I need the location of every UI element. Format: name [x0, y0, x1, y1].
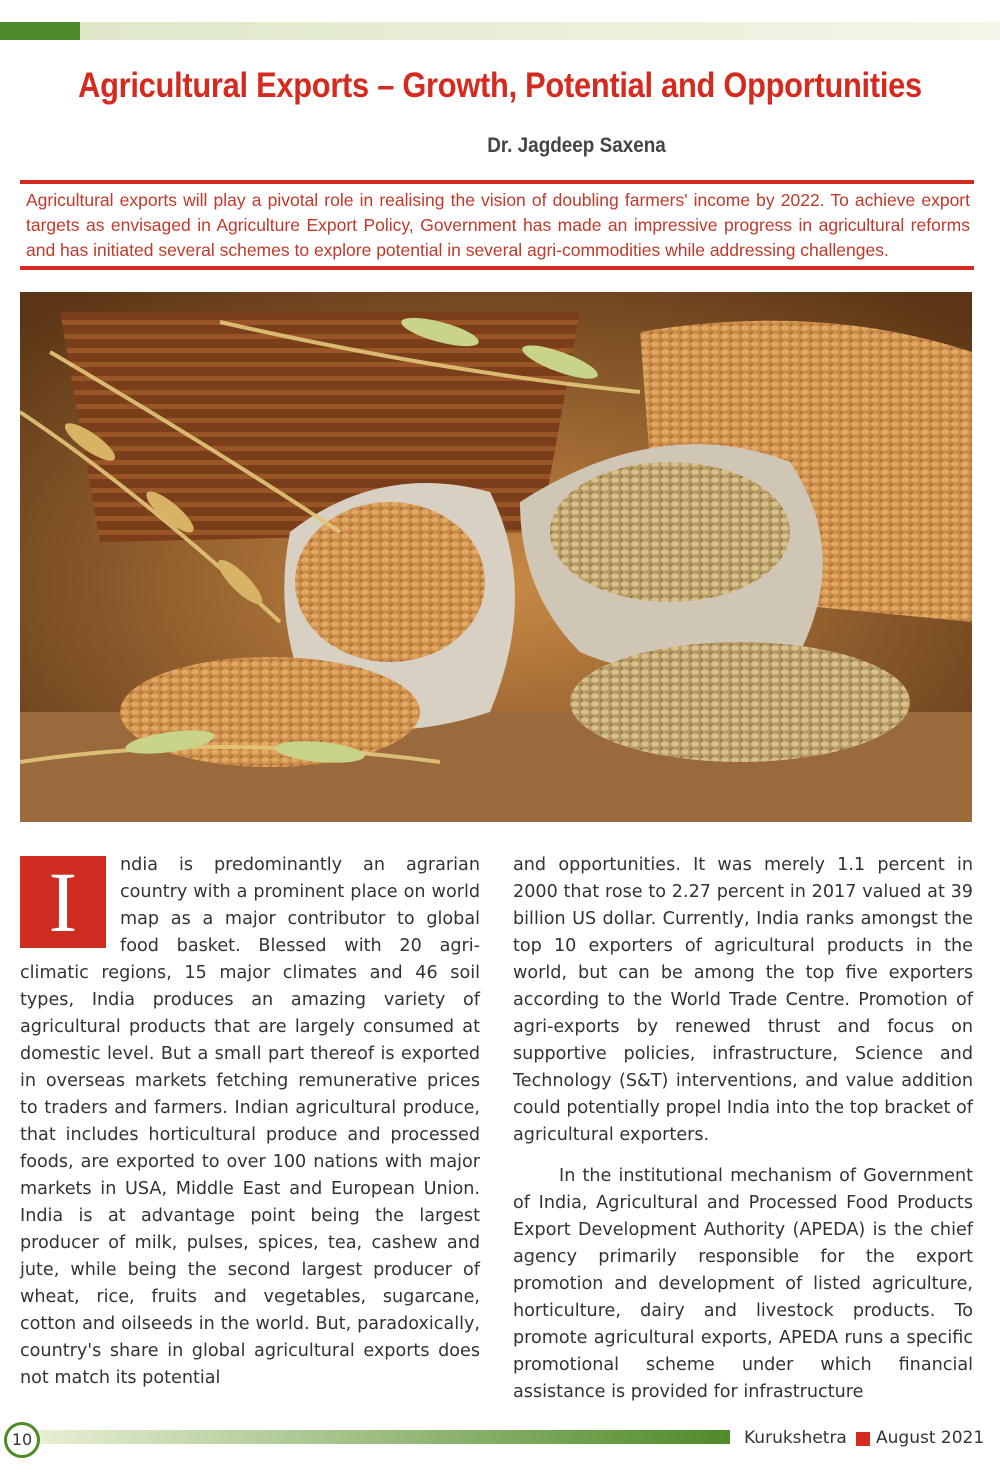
article-column-right — [513, 852, 973, 1406]
abstract-top-rule — [20, 180, 974, 184]
article-title: Agricultural Exports – Growth, Potential and Opportunities — [78, 66, 922, 105]
page-number: 10 — [4, 1422, 40, 1458]
footer-separator-square — [856, 1432, 870, 1446]
grain-sacks-illustration — [20, 292, 972, 822]
intro-text: ndia is predominantly an agrarian country with a prominent place on world map as a major contributor to global food basket. Blessed with 20 agri-climatic regions, 15 major climates and 46 soil types, India produces an amazing variety of agricultural products that are largely consumed at domestic level. But a small part thereof is exported in overseas markets fetching remunerative prices to traders and farmers. Indian agricultural produce, that includes horticultural produce and processed foods, are exported to over 100 nations with major markets in USA, Middle East and European Union. India is at advantage point being the largest producer of milk, pulses, spices, tea, cashew and jute, while being the second largest producer of wheat, rice, fruits and vegetables, sugarcane, cotton and oilseeds in the world. But, paradoxically, country's share in global agricultural exports does not match its potential — [20, 855, 480, 1388]
dropcap: I — [20, 856, 106, 948]
abstract-bottom-rule — [20, 266, 974, 270]
grain-sacks-photo — [20, 292, 972, 822]
top-decorative-bar — [0, 22, 1000, 40]
paragraph-apeda: In the institutional mechanism of Government of India, Agricultural and Processed Food Products Export Development Authority (APEDA) is the chief agency primarily responsible for the export promotion and development of listed agriculture, horticulture, dairy and livestock products. To promote agricultural exports, APEDA runs a specific promotional scheme under which financial assistance is provided for infrastructure — [513, 1166, 973, 1402]
issue-date: August 2021 — [876, 1428, 985, 1448]
footer-decorative-bar — [30, 1430, 730, 1444]
article-column-left — [20, 852, 480, 1392]
abstract-text: Agricultural exports will play a pivotal role in realising the vision of doubling farmers' income by 2022. To achieve export targets as envisaged in Agriculture Export Policy, Government has made an impressive progress in agricultural reforms and has initiated several schemes to explore potential in several agri-commodities while addressing challenges. — [26, 190, 970, 260]
author-name: Dr. Jagdeep Saxena — [487, 134, 666, 157]
intro-paragraph — [20, 852, 480, 1392]
paragraph-growth: and opportunities. It was merely 1.1 percent in 2000 that rose to 2.27 percent in 2017 valued at 39 billion US dollar. Currently, India ranks amongst the top 10 exporters of agricultural products in the world, but can be among the top five exporters according to the World Trade Centre. Promotion of agri-exports by renewed thrust and focus on supportive policies, infrastructure, Science and Technology (S&T) interventions, and value addition could potentially propel India into the top bracket of agricultural exporters. — [513, 855, 973, 1145]
magazine-name: Kurukshetra — [744, 1428, 847, 1448]
